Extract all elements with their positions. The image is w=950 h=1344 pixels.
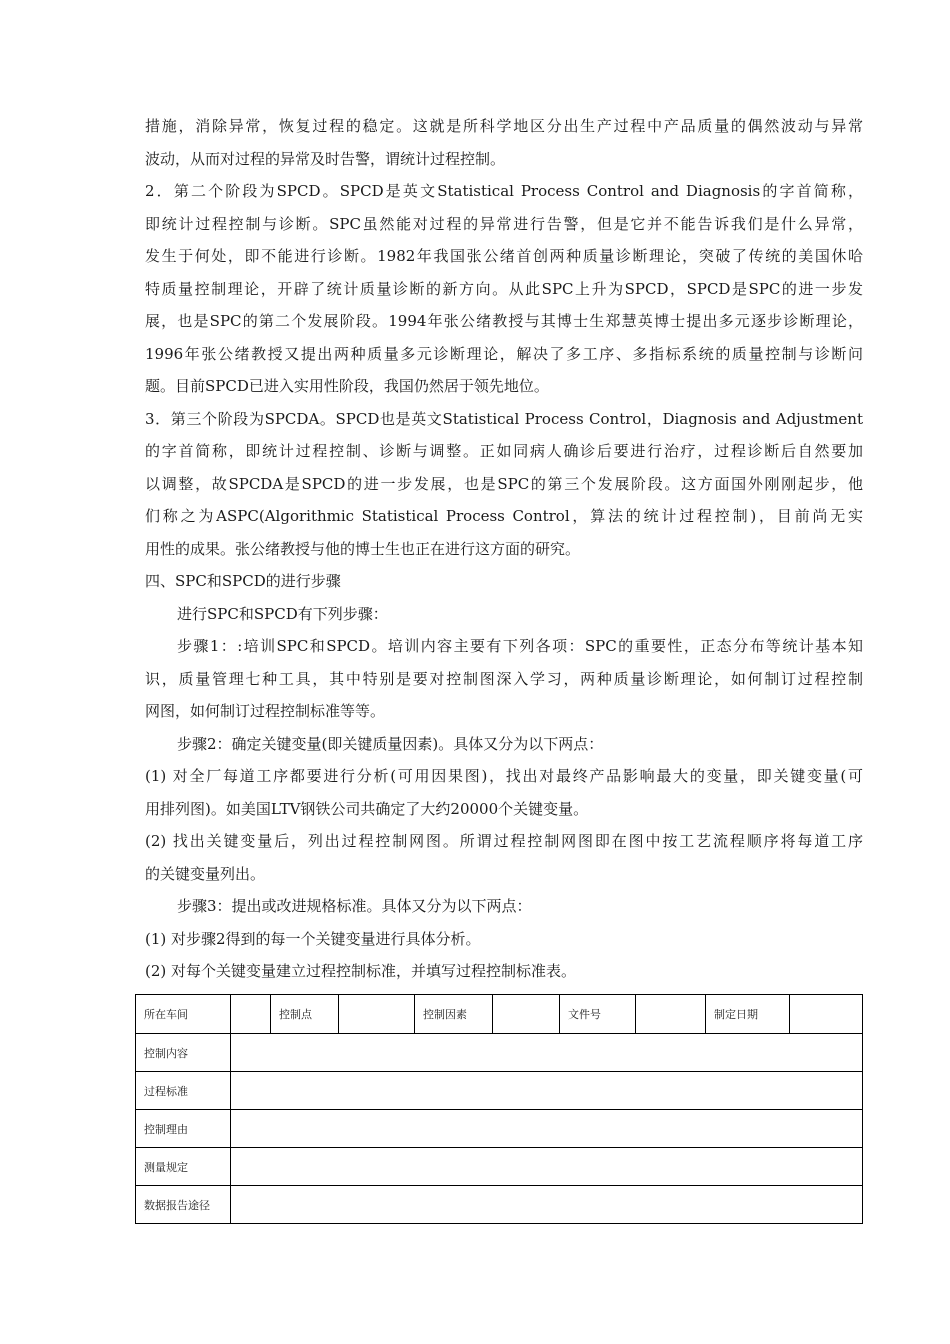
text-line: 措施，消除异常，恢复过程的稳定。这就是所科学地区分出生产过程中产品质量的偶然波动与异常 [145, 117, 863, 135]
text-line: 1996年张公绪教授又提出两种质量多元诊断理论，解决了多工序、多指标系统的质量控制与诊断问 [145, 344, 863, 363]
text-line: 用性的成果。张公绪教授与他的博士生也正在进行这方面的研究。 [145, 539, 581, 558]
text-line: (2) 对每个关键变量建立过程控制标准，并填写过程控制标准表。 [145, 962, 577, 980]
table-row [136, 1148, 863, 1186]
text-line: 网图，如何制订过程控制标准等等。 [145, 702, 386, 720]
row-label: 控制内容 [136, 1034, 231, 1072]
text-line: 波动，从而对过程的异常及时告警，谓统计过程控制。 [145, 149, 506, 168]
text-line: 步骤2：确定关键变量(即关键质量因素)。具体又分为以下两点： [177, 734, 604, 753]
table-cell[interactable] [790, 995, 863, 1034]
text-line: 的字首简称，即统计过程控制、诊断与调整。正如同病人确诊后要进行治疗，过程诊断后自然要加 [145, 442, 863, 460]
text-line: (1) 对全厂每道工序都要进行分析(可用因果图)，找出对最终产品影响最大的变量，即关键变量(可 [145, 767, 863, 785]
row-label: 控制理由 [136, 1110, 231, 1148]
row-value[interactable] [231, 1034, 863, 1072]
row-value[interactable] [231, 1110, 863, 1148]
table-cell: 控制点 [271, 995, 339, 1034]
text-line: 以调整，故SPCDA是SPCD的进一步发展，也是SPC的第三个发展阶段。这方面国外刚刚起步，他 [145, 474, 863, 493]
row-value[interactable] [231, 1186, 863, 1224]
table-row [136, 1110, 863, 1148]
text-line: 特质量控制理论，开辟了统计质量诊断的新方向。从此SPC上升为SPCD，SPCD是SPC的进一步发 [145, 279, 863, 298]
row-value[interactable] [231, 1072, 863, 1110]
text-line: 进行SPC和SPCD有下列步骤： [177, 604, 388, 623]
paragraph [145, 403, 863, 566]
table-cell: 制定日期 [706, 995, 790, 1034]
table-cell[interactable] [493, 995, 560, 1034]
row-label: 测量规定 [136, 1148, 231, 1186]
paragraph [145, 598, 863, 631]
paragraph [145, 630, 863, 728]
table-cell[interactable] [339, 995, 415, 1034]
table-cell: 文件号 [560, 995, 636, 1034]
table-row [136, 1186, 863, 1224]
paragraph [145, 175, 863, 403]
row-label: 过程标准 [136, 1072, 231, 1110]
table-cell: 所在车间 [136, 995, 231, 1034]
paragraph [145, 890, 863, 923]
text-line: 的关键变量列出。 [145, 864, 266, 883]
text-line: 发生于何处，即不能进行诊断。1982年我国张公绪首创两种质量诊断理论，突破了传统的美国休哈 [145, 247, 863, 265]
text-line: 题。目前SPCD已进入实用性阶段，我国仍然居于领先地位。 [145, 377, 549, 395]
text-line: 2．第二个阶段为SPCD。SPCD是英文Statistical Process Control and Diagnosis的字首简称， [145, 182, 863, 200]
paragraph [145, 923, 863, 956]
paragraph [145, 955, 863, 988]
document-body [145, 110, 863, 988]
table-cell[interactable] [231, 995, 271, 1034]
text-line: 识，质量管理七种工具，其中特别是要对控制图深入学习，两种质量诊断理论，如何制订过程控制 [145, 669, 863, 688]
text-line: 四、SPC和SPCD的进行步骤 [145, 572, 341, 590]
table-cell: 控制因素 [415, 995, 493, 1034]
text-line: 3．第三个阶段为SPCDA。SPCD也是英文Statistical Process Control，Diagnosis and Adjustment [145, 409, 863, 428]
paragraph [145, 728, 863, 761]
text-line: 展，也是SPC的第二个发展阶段。1994年张公绪教授与其博士生郑慧英博士提出多元逐步诊断理论， [145, 312, 863, 330]
text-line: 即统计过程控制与诊断。SPC虽然能对过程的异常进行告警，但是它并不能告诉我们是什么异常， [145, 214, 863, 233]
row-value[interactable] [231, 1148, 863, 1186]
table-row [136, 1072, 863, 1110]
table-header-row [136, 995, 863, 1034]
text-line: 步骤1：:培训SPC和SPCD。培训内容主要有下列各项：SPC的重要性，正态分布等统计基本知 [177, 637, 863, 655]
text-line: 用排列图)。如美国LTV钢铁公司共确定了大约20000个关键变量。 [145, 799, 589, 818]
text-line: (2) 找出关键变量后，列出过程控制网图。所谓过程控制网图即在图中按工艺流程顺序将每道工序 [145, 832, 863, 850]
paragraph [145, 760, 863, 825]
text-line: 步骤3：提出或改进规格标准。具体又分为以下两点： [177, 897, 532, 915]
table-row [136, 1034, 863, 1072]
paragraph [145, 825, 863, 890]
text-line: 们称之为ASPC(Algorithmic Statistical Process Control，算法的统计过程控制)，目前尚无实 [145, 507, 863, 525]
table-cell[interactable] [636, 995, 706, 1034]
paragraph [145, 110, 863, 175]
text-line: (1) 对步骤2得到的每一个关键变量进行具体分析。 [145, 929, 481, 948]
row-label: 数据报告途径 [136, 1186, 231, 1224]
process-control-standard-table [135, 994, 863, 1224]
section-heading [145, 565, 863, 598]
